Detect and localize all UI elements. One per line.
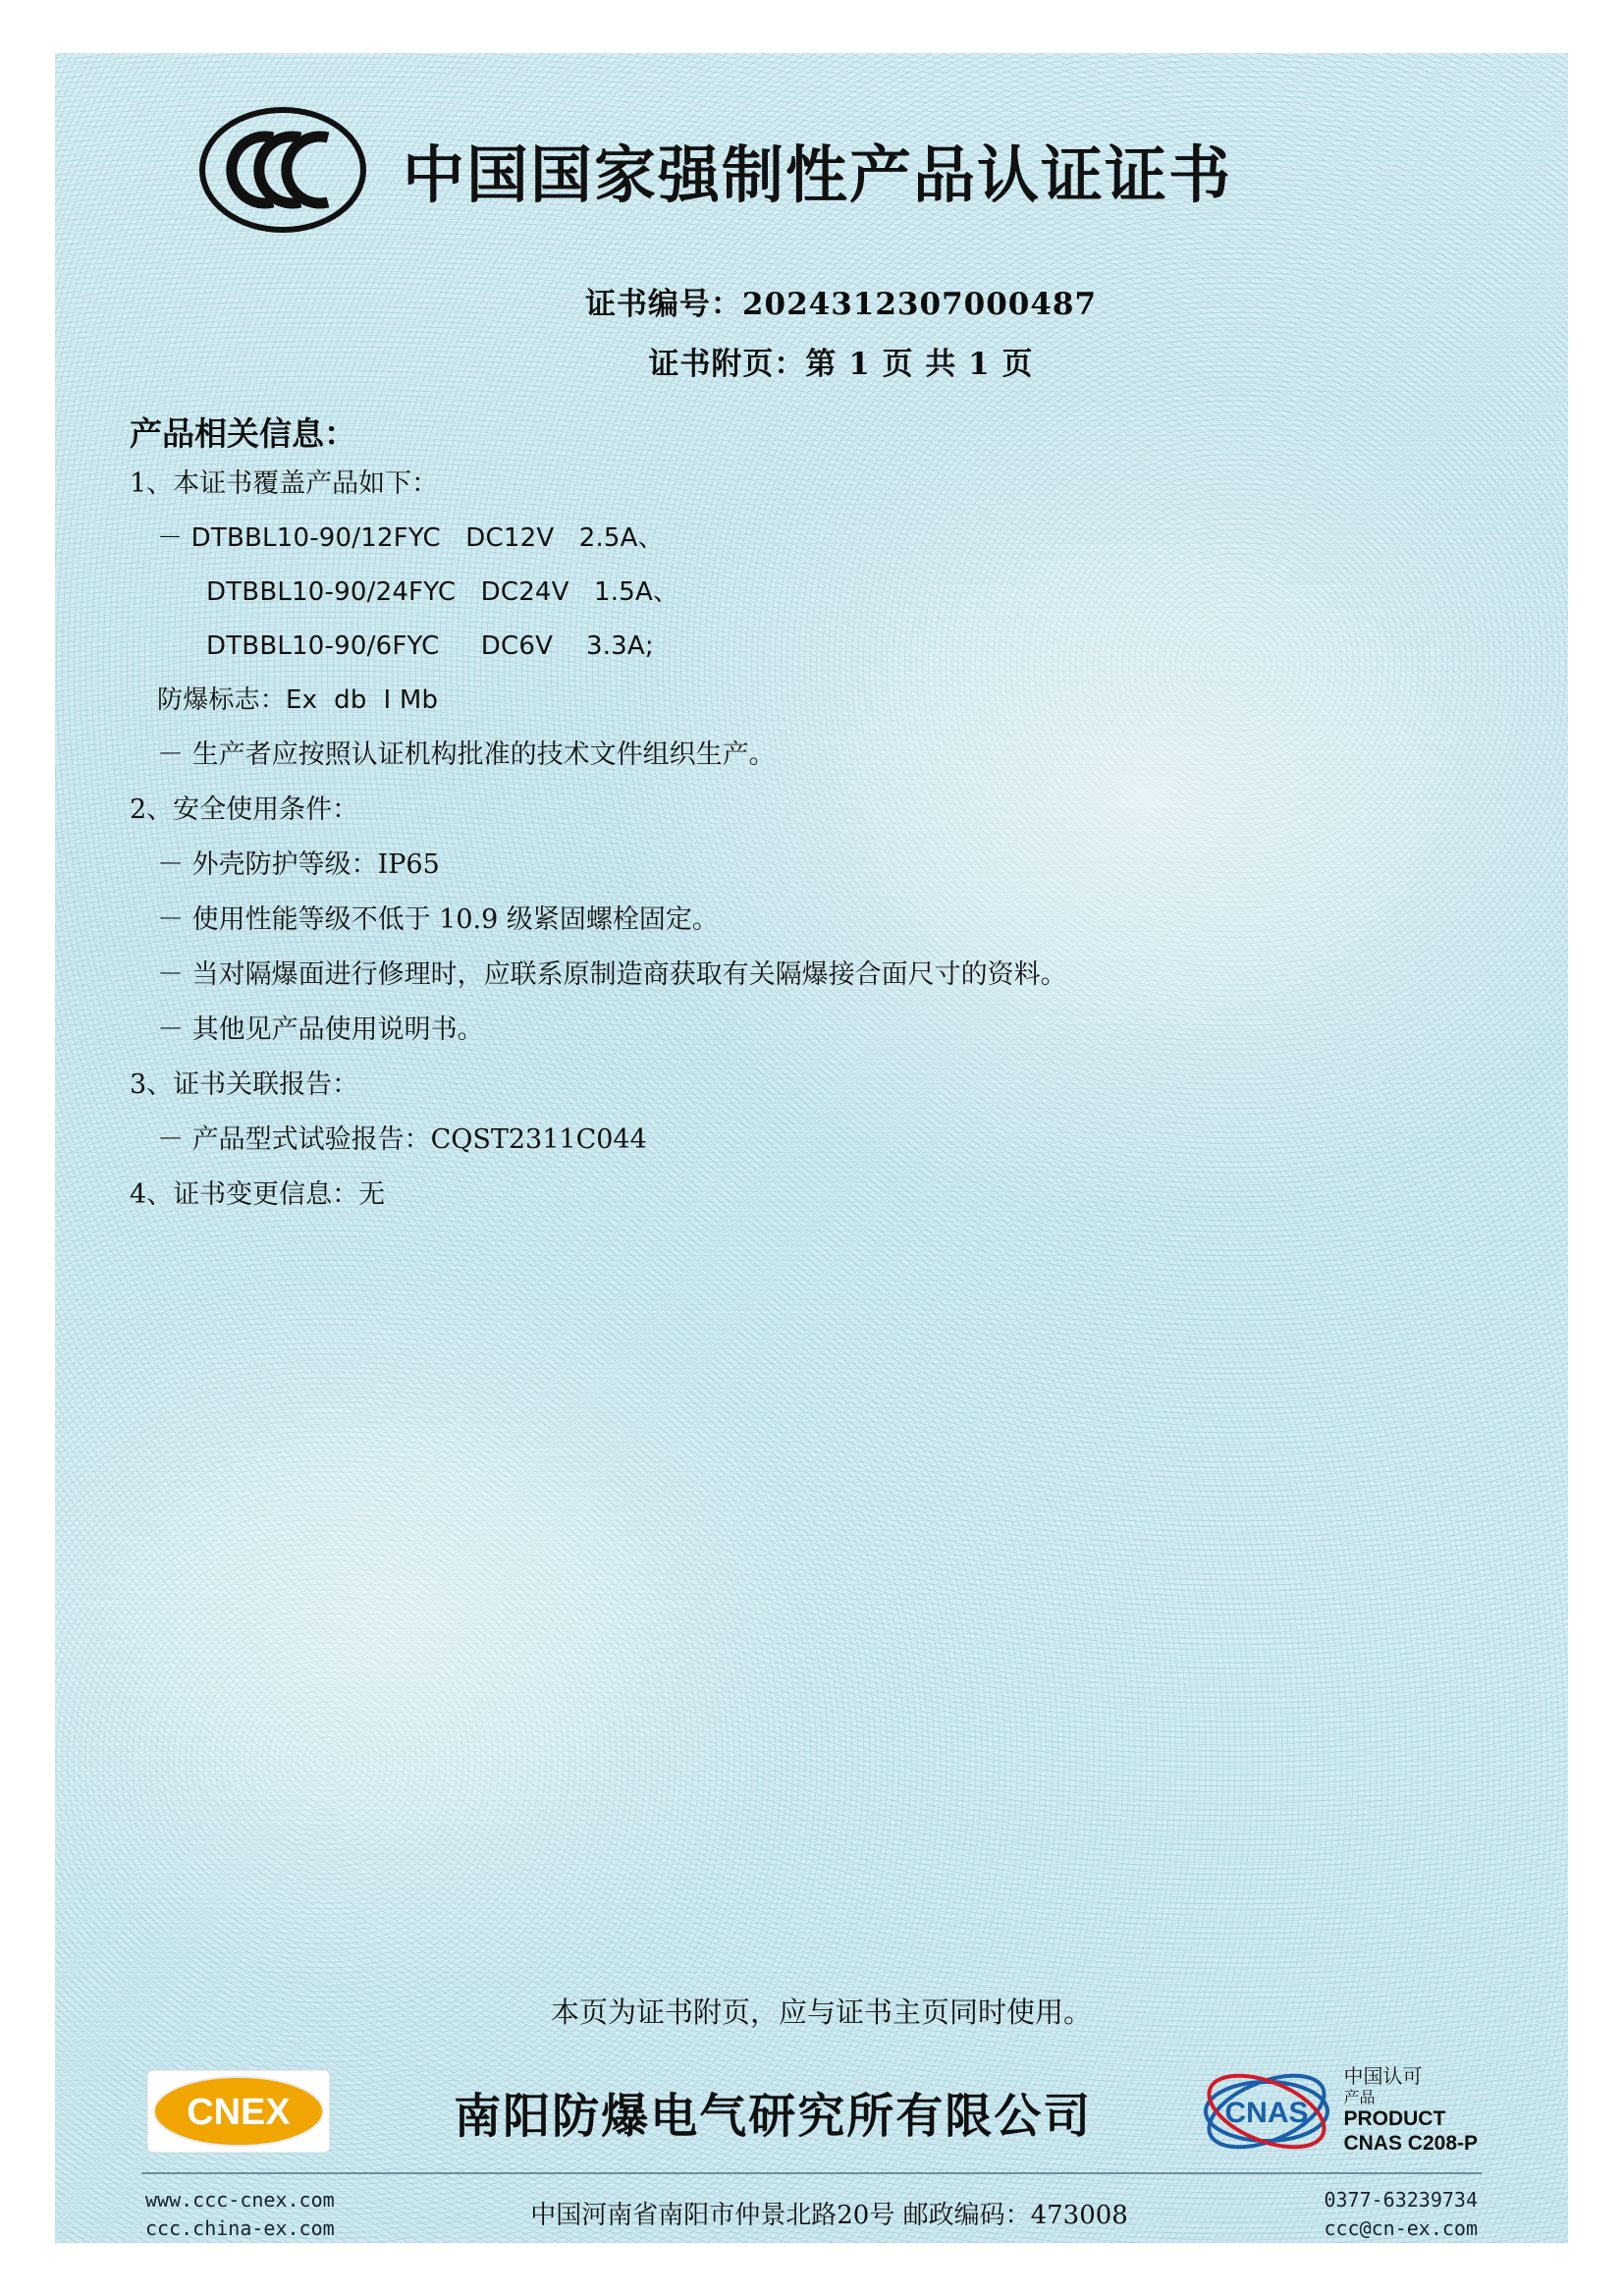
- product-info-list: [118, 470, 1505, 1236]
- certificate-body: [55, 53, 1568, 2243]
- info-line: 1、本证书覆盖产品如下：: [130, 468, 439, 499]
- certificate-number: 证书编号：2024312307000487: [584, 287, 1098, 322]
- page-title: 中国国家强制性产品认证证书: [403, 140, 1232, 210]
- cnas-line-2: 产品: [1343, 2089, 1376, 2106]
- info-line: － 产品型式试验报告：CQST2311C044: [157, 1124, 647, 1155]
- info-line: DTBBL10-90/24FYC DC24V 1.5A、: [206, 577, 679, 607]
- certificate-number-block: [118, 279, 1505, 383]
- info-line: 2、安全使用条件：: [130, 794, 359, 825]
- cnas-line-4: CNAS C208-P: [1343, 2132, 1478, 2156]
- footer-phone: 0377-63239734: [1324, 2188, 1478, 2212]
- cnas-logo-icon: [1198, 2066, 1335, 2157]
- cnas-line-1: 中国认可: [1343, 2066, 1423, 2088]
- info-line: － 外壳防护等级：IP65: [157, 849, 440, 880]
- logo-row: [118, 2066, 1505, 2166]
- ccc-logo-icon: [196, 104, 369, 236]
- svg-text:CNEX: CNEX: [187, 2092, 291, 2133]
- info-line: － DTBBL10-90/12FYC DC12V 2.5A、: [157, 523, 664, 553]
- info-line: 4、证书变更信息：无: [130, 1179, 386, 1210]
- footer-email: ccc@cn-ex.com: [1324, 2216, 1478, 2240]
- footer-website-2: ccc.china-ex.com: [145, 2216, 335, 2240]
- footer-websites: [145, 2186, 335, 2243]
- cnex-logo-icon: [145, 2066, 332, 2157]
- info-line: 3、证书关联报告：: [130, 1069, 359, 1100]
- section-title-product-info: 产品相关信息：: [130, 414, 356, 453]
- footer-website-1: www.ccc-cnex.com: [145, 2188, 335, 2212]
- certificate-header: [118, 104, 1505, 236]
- info-line: － 其他见产品使用说明书。: [157, 1014, 484, 1045]
- info-line: － 使用性能等级不低于 10.9 级紧固螺栓固定。: [157, 904, 719, 935]
- footer-contact: [1324, 2186, 1478, 2243]
- appendix-note: 本页为证书附页，应与证书主页同时使用。: [550, 1995, 1092, 2029]
- info-line: DTBBL10-90/6FYC DC6V 3.3A;: [206, 631, 654, 661]
- certificate-page-indicator: 证书附页：第 1 页 共 1 页: [648, 347, 1034, 382]
- company-name: 南阳防爆电气研究所有限公司: [454, 2090, 1093, 2143]
- info-line: － 生产者应按照认证机构批准的技术文件组织生产。: [157, 739, 776, 770]
- cnas-logo-group: [1198, 2066, 1478, 2157]
- cnas-text-block: [1343, 2066, 1478, 2157]
- svg-text:CNAS: CNAS: [1224, 2097, 1309, 2129]
- footer-address: 中国河南省南阳市仲景北路20号 邮政编码：473008: [530, 2200, 1128, 2230]
- info-line: － 当对隔爆面进行修理时，应联系原制造商获取有关隔爆接合面尺寸的资料。: [157, 959, 1067, 990]
- cnas-line-3: PRODUCT: [1343, 2107, 1446, 2131]
- info-line: 防爆标志：Ex db Ⅰ Mb: [157, 685, 439, 715]
- footer: [118, 2174, 1505, 2243]
